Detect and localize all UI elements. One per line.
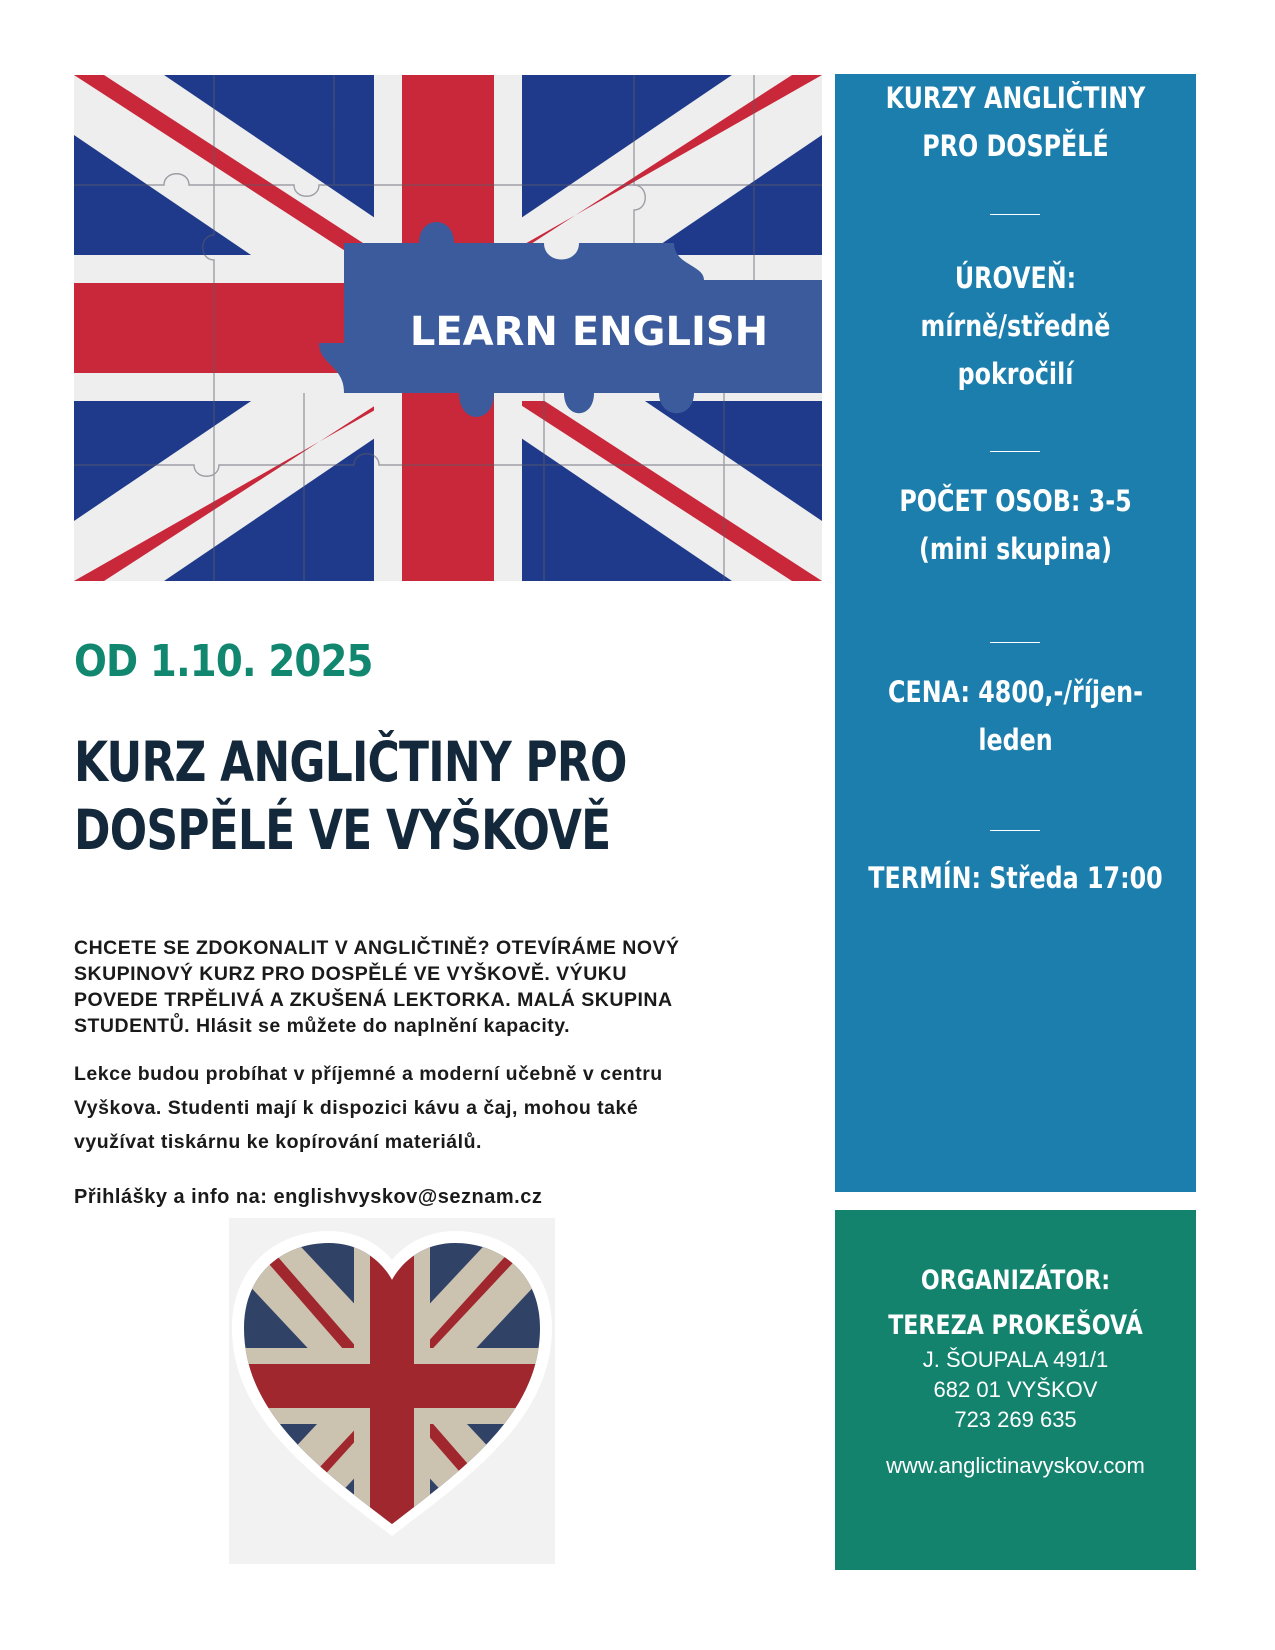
course-info-panel [835,74,1196,1192]
divider [990,830,1040,831]
heart-union-jack-graphic [229,1218,555,1564]
level-value: pokročilí [957,357,1074,391]
level-value: mírně/středně [920,309,1111,343]
details-line: Lekce budou probíhat v příjemné a moderní učebně v centru [74,1063,663,1085]
address-line: 682 01 VYŠKOV [933,1377,1098,1402]
persons-section [867,477,1163,573]
address-line: J. ŠOUPALA 491/1 [922,1347,1109,1372]
intro-paragraph [74,935,824,1039]
divider [990,451,1040,452]
organizer-label: ORGANIZÁTOR: [920,1265,1111,1296]
intro-line: STUDENTŮ. Hlásit se můžete do naplnění kapacity. [74,1015,571,1037]
intro-line: POVEDE TRPĚLIVÁ A ZKUŠENÁ LEKTORKA. MALÁ SKUPINA [74,989,673,1011]
union-jack-puzzle-graphic [74,75,822,581]
details-line: využívat tiskárnu ke kopírování materiálů. [74,1131,482,1153]
page-title [74,728,730,864]
phone-number: 723 269 635 [954,1407,1077,1432]
title-line: DOSPĚLÉ VE VYŠKOVĚ [74,798,611,862]
price-line: leden [978,723,1053,757]
contact-line: Přihlášky a info na: englishvyskov@seznam.cz [74,1186,543,1208]
price-section [867,668,1163,764]
heart-flag-image [229,1218,555,1564]
price-line: CENA: 4800,-/říjen- [888,675,1143,709]
panel-title-line: KURZY ANGLIČTINY [885,81,1146,115]
details-line: Vyškova. Studenti mají k dispozici kávu a čaj, mohou také [74,1097,639,1119]
website-link[interactable]: www.anglictinavyskov.com [886,1453,1145,1478]
organizer-heading [867,1258,1163,1348]
intro-line: SKUPINOVÝ KURZ PRO DOSPĚLÉ VE VYŠKOVĚ. VÝUKU [74,963,627,985]
learn-english-text: LEARN ENGLISH [409,309,769,355]
panel-title-line: PRO DOSPĚLÉ [922,129,1109,163]
organizer-panel [835,1210,1196,1570]
organizer-name: TEREZA PROKEŠOVÁ [888,1310,1143,1341]
persons-count: POČET OSOB: 3-5 [899,484,1132,518]
panel-title [867,74,1163,170]
level-label: ÚROVEŇ: [954,261,1077,295]
title-line: KURZ ANGLIČTINY PRO [74,730,627,794]
divider [990,214,1040,215]
course-start-date: OD 1.10. 2025 [74,636,373,687]
term-section [867,854,1163,902]
term-value: TERMÍN: Středa 17:00 [868,861,1163,895]
persons-note: (mini skupina) [918,532,1113,566]
organizer-address [835,1345,1196,1435]
details-paragraph [74,1057,824,1159]
level-section [867,254,1163,398]
intro-line: CHCETE SE ZDOKONALIT V ANGLIČTINĚ? OTEVÍRÁME NOVÝ [74,937,680,959]
divider [990,642,1040,643]
hero-image [74,75,822,581]
